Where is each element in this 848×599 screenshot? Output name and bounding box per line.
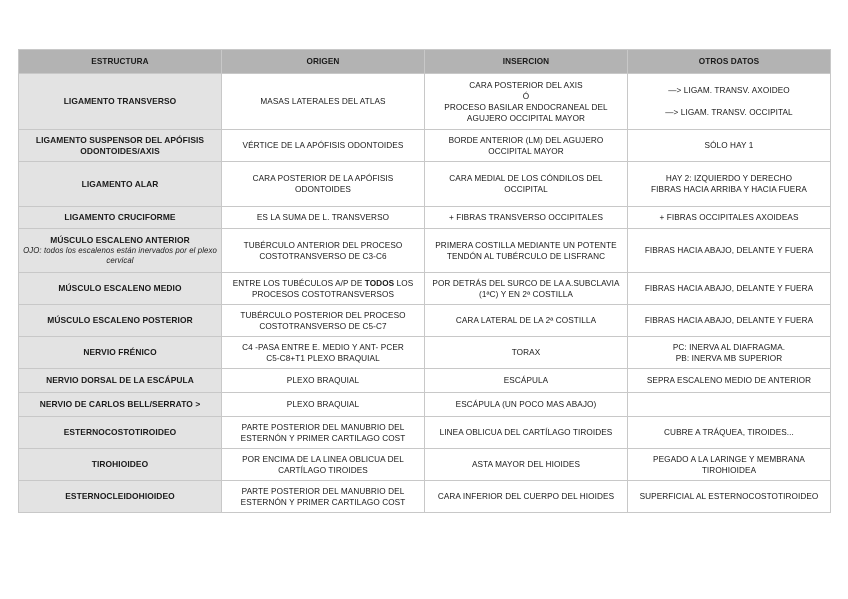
structure-cell: LIGAMENTO ALAR [19, 162, 222, 207]
origin-text: LOS PROCESOS COSTOTRANSVERSOS [251, 278, 414, 299]
table-row [19, 273, 831, 305]
header-origen: ORIGEN [222, 50, 425, 74]
other-cell: SÓLO HAY 1 [628, 130, 831, 162]
structure-cell: TIROHIOIDEO [19, 449, 222, 481]
insertion-cell: ESCÁPULA (UN POCO MAS ABAJO) [425, 393, 628, 417]
origin-cell: ES LA SUMA DE L. TRANSVERSO [222, 207, 425, 229]
other-cell: FIBRAS HACIA ABAJO, DELANTE Y FUERA [628, 305, 831, 337]
insertion-cell [425, 74, 628, 130]
insertion-line: AGUJERO OCCIPITAL MAYOR [466, 113, 586, 123]
origin-cell: MASAS LATERALES DEL ATLAS [222, 74, 425, 130]
other-line: PC: INERVA AL DIAFRAGMA. [672, 342, 786, 352]
insertion-line: CARA POSTERIOR DEL AXIS [469, 80, 583, 90]
table-row [19, 481, 831, 513]
insertion-cell: POR DETRÁS DEL SURCO DE LA A.SUBCLAVIA (1ªC) Y EN 2ª COSTILLA [425, 273, 628, 305]
anatomy-table [18, 49, 831, 513]
insertion-cell: CARA LATERAL DE LA 2ª COSTILLA [425, 305, 628, 337]
structure-cell: NERVIO FRÉNICO [19, 337, 222, 369]
origin-cell [222, 273, 425, 305]
other-line: FIBRAS HACIA ARRIBA Y HACIA FUERA [651, 185, 807, 194]
structure-cell: LIGAMENTO SUSPENSOR DEL APÓFISIS ODONTOIDES/AXIS [19, 130, 222, 162]
insertion-cell: CARA MEDIAL DE LOS CÓNDILOS DEL OCCIPITAL [425, 162, 628, 207]
origin-cell [222, 337, 425, 369]
table-row [19, 449, 831, 481]
structure-title: MÚSCULO ESCALENO ANTERIOR [50, 235, 190, 245]
structure-cell: MÚSCULO ESCALENO MEDIO [19, 273, 222, 305]
structure-cell: NERVIO DE CARLOS BELL/SERRATO > [19, 393, 222, 417]
structure-cell: LIGAMENTO TRANSVERSO [19, 74, 222, 130]
table-row [19, 207, 831, 229]
origin-cell: PLEXO BRAQUIAL [222, 369, 425, 393]
insertion-cell: BORDE ANTERIOR (LM) DEL AGUJERO OCCIPITAL MAYOR [425, 130, 628, 162]
origin-cell: POR ENCIMA DE LA LINEA OBLICUA DEL CARTÍLAGO TIROIDES [222, 449, 425, 481]
other-cell: SUPERFICIAL AL ESTERNOCOSTOTIROIDEO [628, 481, 831, 513]
origin-cell: PARTE POSTERIOR DEL MANUBRIO DEL ESTERNÓN Y PRIMER CARTILAGO COST [222, 417, 425, 449]
insertion-line: Ó [522, 91, 530, 101]
origin-cell: TUBÉRCULO POSTERIOR DEL PROCESO COSTOTRANSVERSO DE C5-C7 [222, 305, 425, 337]
other-line: HAY 2: IZQUIERDO Y DERECHO [665, 174, 793, 183]
origin-cell: TUBÉRCULO ANTERIOR DEL PROCESO COSTOTRANSVERSO DE C3-C6 [222, 229, 425, 273]
other-cell: PEGADO A LA LARINGE Y MEMBRANA TIROHIOIDEA [628, 449, 831, 481]
table-row [19, 74, 831, 130]
header-estructura: ESTRUCTURA [19, 50, 222, 74]
origin-line: C5-C8+T1 PLEXO BRAQUIAL [266, 353, 380, 363]
structure-note: OJO: todos los escalenos están inervados por el plexo cervical [23, 246, 217, 265]
insertion-cell: PRIMERA COSTILLA MEDIANTE UN POTENTE TENDÓN AL TUBÉRCULO DE LISFRANC [425, 229, 628, 273]
insertion-cell: CARA INFERIOR DEL CUERPO DEL HIOIDES [425, 481, 628, 513]
origin-text: ENTRE LOS TUBÉCULOS A/P DE [232, 278, 365, 288]
other-cell [628, 162, 831, 207]
origin-line: C4 -PASA ENTRE E. MEDIO Y ANT- PCER [242, 342, 404, 352]
insertion-cell: TORAX [425, 337, 628, 369]
table-row [19, 162, 831, 207]
origin-emphasis: TODOS [364, 278, 395, 288]
table-row [19, 337, 831, 369]
table-row [19, 130, 831, 162]
origin-cell: PARTE POSTERIOR DEL MANUBRIO DEL ESTERNÓN Y PRIMER CARTILAGO COST [222, 481, 425, 513]
insertion-cell: ASTA MAYOR DEL HIOIDES [425, 449, 628, 481]
origin-cell: VÉRTICE DE LA APÓFISIS ODONTOIDES [222, 130, 425, 162]
origin-cell: PLEXO BRAQUIAL [222, 393, 425, 417]
structure-cell: LIGAMENTO CRUCIFORME [19, 207, 222, 229]
other-cell [628, 74, 831, 130]
other-line: —> LIGAM. TRANSV. OCCIPITAL [665, 108, 793, 117]
table-row [19, 369, 831, 393]
other-cell: + FIBRAS OCCIPITALES AXOIDEAS [628, 207, 831, 229]
other-line: —> LIGAM. TRANSV. AXOIDEO [668, 86, 790, 95]
header-insercion: INSERCION [425, 50, 628, 74]
structure-cell: ESTERNOCLEIDOHIOIDEO [19, 481, 222, 513]
structure-cell: ESTERNOCOSTOTIROIDEO [19, 417, 222, 449]
header-row [19, 50, 831, 74]
other-cell [628, 337, 831, 369]
other-line-spacer [631, 96, 827, 107]
insertion-cell: ESCÁPULA [425, 369, 628, 393]
structure-cell: NERVIO DORSAL DE LA ESCÁPULA [19, 369, 222, 393]
other-cell: SEPRA ESCALENO MEDIO DE ANTERIOR [628, 369, 831, 393]
insertion-cell: LINEA OBLICUA DEL CARTÍLAGO TIROIDES [425, 417, 628, 449]
other-line: PB: INERVA MB SUPERIOR [675, 353, 783, 363]
table-row [19, 305, 831, 337]
table-row [19, 393, 831, 417]
other-cell: CUBRE A TRÁQUEA, TIROIDES... [628, 417, 831, 449]
table-row [19, 417, 831, 449]
insertion-cell: + FIBRAS TRANSVERSO OCCIPITALES [425, 207, 628, 229]
header-otros-datos: OTROS DATOS [628, 50, 831, 74]
other-cell: FIBRAS HACIA ABAJO, DELANTE Y FUERA [628, 273, 831, 305]
other-cell [628, 393, 831, 417]
origin-cell: CARA POSTERIOR DE LA APÓFISIS ODONTOIDES [222, 162, 425, 207]
other-cell: FIBRAS HACIA ABAJO, DELANTE Y FUERA [628, 229, 831, 273]
structure-cell [19, 229, 222, 273]
insertion-line: PROCESO BASILAR ENDOCRANEAL DEL [444, 102, 608, 112]
structure-cell: MÚSCULO ESCALENO POSTERIOR [19, 305, 222, 337]
table-row [19, 229, 831, 273]
